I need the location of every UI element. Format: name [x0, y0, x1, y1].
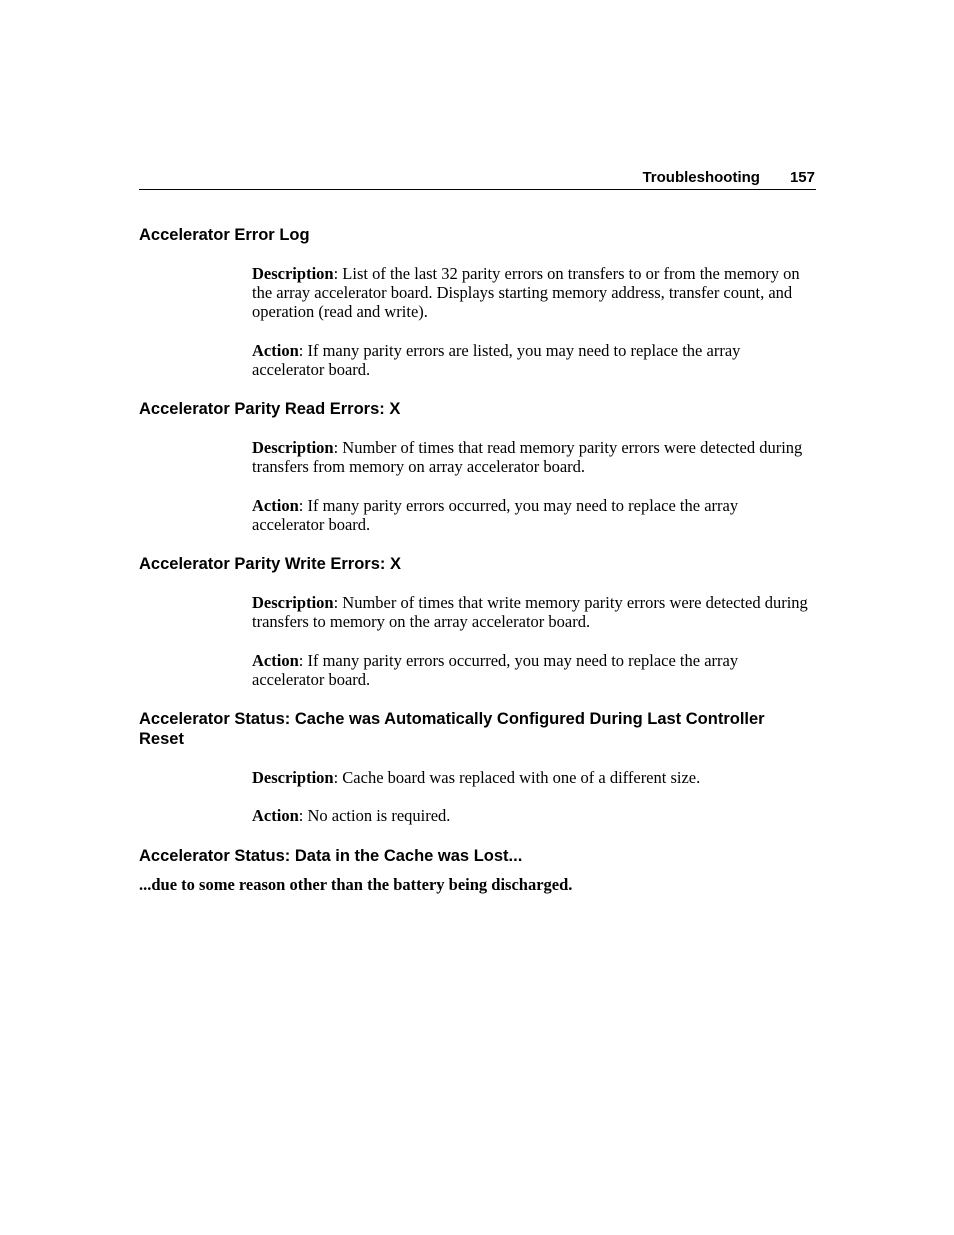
description-label: Description: [252, 593, 334, 612]
sub-note: ...due to some reason other than the battery being discharged.: [139, 875, 573, 894]
action-text: : If many parity errors occurred, you may need to replace the array accelerator board.: [252, 651, 739, 689]
action-label: Action: [252, 341, 299, 360]
description-text: : Number of times that write memory parity errors were detected during transfers to memory on the array accelerator board.: [252, 593, 808, 631]
action-text: : No action is required.: [298, 806, 451, 825]
description-label: Description: [252, 438, 334, 457]
action-paragraph: [252, 651, 812, 689]
section-heading-cache-lost: Accelerator Status: Data in the Cache was Lost...: [139, 847, 523, 865]
description-paragraph: [252, 768, 812, 787]
section-heading-error-log: Accelerator Error Log: [139, 226, 310, 244]
description-text: : Cache board was replaced with one of a different size.: [333, 768, 701, 787]
header-section-title: Troubleshooting: [642, 169, 760, 186]
description-paragraph: [252, 438, 812, 476]
section-heading-cache-configured: Accelerator Status: Cache was Automatically Configured During Last Controller Reset: [139, 710, 765, 748]
description-text: : Number of times that read memory parity errors were detected during transfers from memory on array accelerator board.: [252, 438, 803, 476]
section-heading-parity-write: Accelerator Parity Write Errors: X: [139, 555, 401, 573]
running-header: [139, 168, 816, 190]
action-paragraph: [252, 496, 812, 534]
description-paragraph: [252, 593, 812, 631]
action-text: : If many parity errors are listed, you may need to replace the array accelerator board.: [252, 341, 741, 379]
description-label: Description: [252, 264, 334, 283]
action-paragraph: [252, 341, 812, 379]
description-paragraph: [252, 264, 812, 321]
page-content: [139, 225, 819, 894]
action-label: Action: [252, 496, 299, 515]
description-label: Description: [252, 768, 334, 787]
header-text: [642, 169, 815, 186]
action-text: : If many parity errors occurred, you may need to replace the array accelerator board.: [252, 496, 739, 534]
action-paragraph: [252, 806, 812, 825]
description-text: : List of the last 32 parity errors on transfers to or from the memory on the array accelerator board. Displays starting memory address, transfer count, and operation (read and write).: [252, 264, 800, 321]
section-heading-parity-read: Accelerator Parity Read Errors: X: [139, 400, 401, 418]
page-number: 157: [789, 169, 815, 186]
action-label: Action: [252, 806, 299, 825]
action-label: Action: [252, 651, 299, 670]
